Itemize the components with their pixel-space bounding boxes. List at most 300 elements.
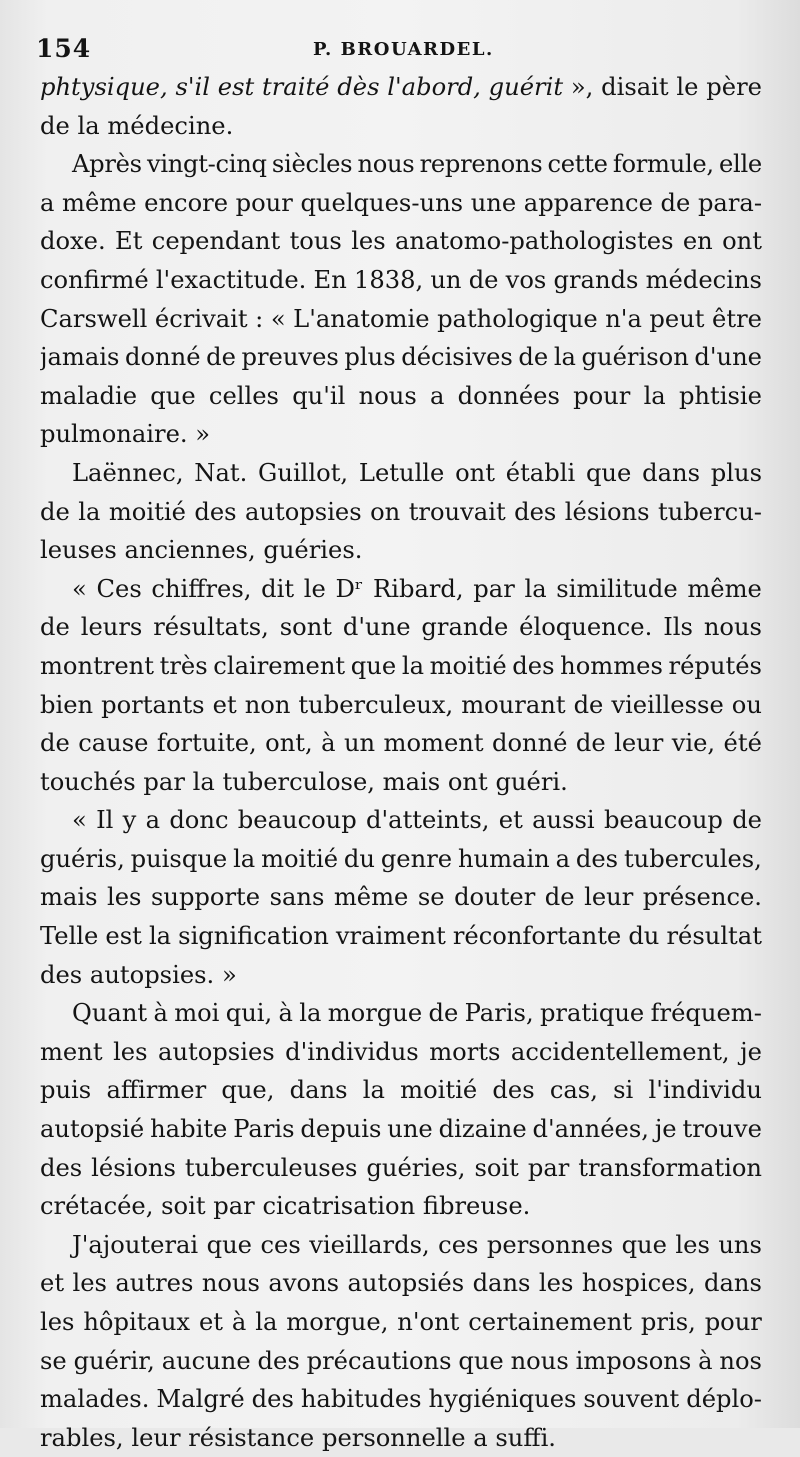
word: décisives	[401, 343, 513, 372]
word: le	[676, 73, 699, 101]
word: similitude	[556, 574, 678, 603]
word: ont	[455, 458, 495, 487]
text-line	[40, 145, 762, 184]
word: nous	[510, 1346, 569, 1375]
word: ont,	[265, 729, 313, 758]
word: bien	[40, 690, 94, 719]
word: et	[212, 690, 237, 719]
word: autopsies.	[89, 960, 215, 989]
word: une	[470, 188, 517, 217]
text-line	[40, 763, 762, 802]
word: leur	[131, 1423, 181, 1452]
word: trouvait	[408, 497, 506, 526]
word: L'anatomie	[293, 304, 430, 333]
word: imposons	[575, 1346, 692, 1375]
word: n'ont	[397, 1308, 460, 1336]
word: J'ajouterai	[72, 1230, 199, 1259]
word: autres	[115, 1269, 194, 1298]
word: ont	[447, 767, 488, 796]
word: vos	[505, 265, 547, 294]
word: ou	[731, 690, 762, 719]
word: se	[40, 1346, 67, 1375]
word: y	[122, 806, 137, 835]
word: par	[213, 1192, 255, 1221]
word: un	[430, 265, 462, 294]
word: la	[148, 922, 172, 951]
word: guérit	[488, 73, 564, 101]
word: de	[468, 265, 499, 294]
word: chiffres,	[151, 574, 252, 603]
word: guéris,	[40, 844, 125, 873]
word: père	[706, 73, 762, 101]
word: résultats,	[153, 613, 269, 642]
word: de	[206, 343, 236, 372]
word: lésions	[564, 497, 650, 526]
word: pour	[235, 188, 293, 217]
word: tuberculose,	[222, 767, 375, 796]
word: moitié	[400, 1076, 478, 1105]
word: leuses	[40, 536, 117, 565]
word: cependant	[151, 227, 281, 256]
word: des	[251, 1385, 294, 1414]
word: souvent	[583, 1385, 680, 1414]
word: établi	[505, 458, 576, 487]
word: encore	[144, 188, 229, 217]
word: d'années,	[532, 1115, 649, 1144]
word: à	[278, 999, 293, 1028]
text-line	[40, 917, 762, 956]
word: la	[643, 381, 666, 410]
word: aucune	[161, 1346, 251, 1375]
text-line	[40, 1342, 762, 1381]
word: des	[257, 1346, 300, 1375]
word: mais	[382, 767, 441, 796]
text-line	[40, 801, 762, 840]
word: Telle	[40, 922, 99, 951]
word: En	[313, 265, 347, 294]
word: Carswell	[40, 304, 148, 333]
word: les	[538, 1269, 574, 1298]
word: qui,	[225, 999, 273, 1028]
word: à	[153, 999, 168, 1028]
word: du	[628, 922, 660, 951]
text-line	[40, 840, 762, 879]
text-line	[40, 415, 762, 454]
word: anatomo-pathologistes	[395, 227, 674, 256]
word: tubercu-	[658, 497, 762, 526]
word: pulmonaire.	[40, 420, 188, 449]
word: avons	[268, 1269, 340, 1298]
word: et	[498, 806, 523, 835]
word: cicatrisation	[262, 1192, 416, 1221]
word: a	[473, 1423, 488, 1452]
word: dans	[704, 1269, 762, 1298]
word: Letulle	[358, 458, 445, 487]
word: moment	[383, 729, 484, 758]
word: de	[575, 729, 606, 758]
word: siècles	[271, 150, 353, 179]
word: moi	[174, 999, 220, 1028]
word: résultat	[666, 922, 762, 951]
word: donné	[491, 729, 568, 758]
word: je	[740, 1037, 762, 1066]
word: le	[303, 574, 326, 603]
word: très	[159, 651, 208, 680]
word: elle	[719, 150, 762, 179]
word: Quant	[72, 999, 148, 1028]
word: on	[370, 497, 401, 526]
word: des	[512, 651, 555, 680]
word: je	[654, 1115, 677, 1144]
word: se	[417, 883, 445, 912]
word: quelques-uns	[300, 188, 464, 217]
word: une	[387, 1115, 433, 1144]
word: jamais	[40, 343, 120, 372]
text-line	[40, 1380, 762, 1419]
word: ment	[40, 1037, 103, 1066]
word: transformation	[578, 1153, 762, 1182]
word: donc	[169, 806, 229, 835]
word: de	[573, 690, 604, 719]
word: médecins	[645, 265, 762, 294]
word: portants	[101, 690, 205, 719]
word: la	[78, 497, 101, 526]
text-line	[40, 107, 762, 146]
word: est	[217, 73, 255, 101]
word: d'atteints,	[366, 806, 490, 835]
word: morgue,	[286, 1308, 389, 1336]
word: peut	[649, 304, 705, 333]
word: autopsies	[245, 497, 362, 526]
word: nous	[703, 613, 762, 642]
word: para-	[697, 188, 762, 217]
word: ont	[722, 227, 762, 256]
word: des	[514, 497, 557, 526]
word: Malgré	[156, 1385, 245, 1414]
word: être	[712, 304, 762, 333]
word: plus	[710, 458, 762, 487]
word: l'abord,	[387, 73, 481, 101]
word: par	[473, 574, 515, 603]
word: »	[221, 960, 237, 989]
word: certainement	[468, 1308, 633, 1336]
word: donné	[125, 343, 201, 372]
word: été	[723, 729, 762, 758]
word: à	[231, 1308, 247, 1336]
word: autopsiés	[347, 1269, 465, 1298]
word: guérison	[581, 343, 689, 372]
word: montrent	[40, 651, 154, 680]
word: un	[343, 729, 376, 758]
text-line	[40, 1033, 762, 1072]
word: dès	[337, 73, 380, 101]
word: formule,	[612, 150, 714, 179]
word: de	[40, 613, 70, 642]
word: de	[40, 729, 70, 758]
word: dans	[289, 1076, 348, 1105]
word: habite	[150, 1115, 228, 1144]
word: clairement	[213, 651, 346, 680]
word: »,	[570, 73, 594, 101]
word: soit	[161, 1192, 206, 1221]
word: fréquem-	[650, 999, 762, 1028]
word: est	[105, 922, 142, 951]
word: que	[621, 1230, 667, 1259]
word: touchés	[40, 767, 136, 796]
text-line	[40, 724, 762, 763]
text-line	[40, 878, 762, 917]
word: que	[585, 458, 632, 487]
text-line	[40, 1264, 762, 1303]
word: autopsié	[40, 1115, 145, 1144]
word: tubercules,	[623, 844, 762, 873]
text-line	[40, 222, 762, 261]
word: de	[732, 806, 762, 835]
word: Ribard,	[373, 574, 464, 603]
word: Ils	[663, 613, 693, 642]
word: guéri.	[495, 767, 568, 796]
word: hospices,	[581, 1269, 696, 1298]
word: des	[194, 497, 237, 526]
word: sans	[269, 883, 325, 912]
word: de	[40, 111, 70, 140]
word: médecine.	[107, 111, 234, 140]
word: de	[660, 188, 691, 217]
word: non	[244, 690, 291, 719]
word: lésions	[91, 1153, 176, 1182]
word: pour	[704, 1308, 762, 1336]
word: écrivait	[154, 304, 248, 333]
word: morgue	[327, 999, 423, 1028]
running-head	[36, 30, 760, 70]
word: Ces	[96, 574, 142, 603]
word: les	[351, 227, 386, 256]
word: depuis	[300, 1115, 382, 1144]
word: données	[457, 381, 560, 410]
word: par	[527, 1153, 570, 1182]
word: qu'il	[292, 381, 346, 410]
text-line	[40, 300, 762, 339]
word: preuves	[241, 343, 339, 372]
word: cause	[78, 729, 149, 758]
word: personnes	[486, 1230, 614, 1259]
word: Guillot,	[258, 458, 349, 487]
word: présence.	[642, 883, 762, 912]
word: dans	[642, 458, 701, 487]
word: à	[698, 1346, 713, 1375]
word: 1838,	[353, 265, 424, 294]
word: mourant	[461, 690, 566, 719]
word: leur	[614, 729, 664, 758]
word: vieillards,	[309, 1230, 430, 1259]
word: leurs	[80, 613, 143, 642]
word: trouve	[682, 1115, 762, 1144]
text-line	[40, 608, 762, 647]
word: hôpitaux	[83, 1308, 191, 1336]
word: de	[518, 343, 549, 372]
word: celles	[208, 381, 279, 410]
word: pour	[573, 381, 631, 410]
word: signification	[178, 922, 329, 951]
word: maladie	[40, 381, 138, 410]
word: phtisie	[678, 381, 762, 410]
word: pratique	[539, 999, 645, 1028]
text-line	[40, 454, 762, 493]
word: cas,	[549, 1076, 598, 1105]
word: vieillesse	[611, 690, 724, 719]
word: la	[524, 574, 547, 603]
word: la	[401, 651, 424, 680]
word: Après	[72, 150, 142, 179]
word: dans	[472, 1269, 531, 1298]
word: moitié	[429, 651, 507, 680]
word: en	[682, 227, 713, 256]
word: même	[687, 574, 762, 603]
text-line	[40, 377, 762, 416]
word: accidentellement,	[510, 1037, 730, 1066]
word: confirmé	[40, 265, 149, 294]
word: pathologique	[437, 304, 598, 333]
word: même	[62, 188, 137, 217]
word: grande	[421, 613, 509, 642]
word: humain	[457, 844, 550, 873]
word: vraiment	[335, 922, 446, 951]
word: Et	[115, 227, 143, 256]
text-line	[40, 1303, 762, 1342]
word: «	[270, 304, 286, 333]
word: la	[255, 1308, 278, 1336]
word: la	[233, 844, 256, 873]
word: la	[553, 343, 576, 372]
word: a	[145, 806, 161, 835]
word: aussi	[532, 806, 595, 835]
word: même	[333, 883, 409, 912]
word: des	[492, 1076, 535, 1105]
word: des	[40, 960, 83, 989]
text-line	[40, 493, 762, 532]
word: cette	[547, 150, 608, 179]
text-line	[40, 531, 762, 570]
word: précautions	[306, 1346, 452, 1375]
word: crétacée,	[40, 1192, 154, 1221]
word: de	[40, 497, 70, 526]
word: vingt-cinq	[146, 150, 267, 179]
word: l'individu	[648, 1076, 762, 1105]
word: la	[77, 111, 100, 140]
word: pris,	[640, 1308, 696, 1336]
word: guéries,	[366, 1153, 466, 1182]
word: Il	[96, 806, 114, 835]
word: tous	[289, 227, 342, 256]
word: réputés	[668, 651, 762, 680]
text-line	[40, 686, 762, 725]
word: guéries.	[263, 536, 363, 565]
word: ces	[438, 1230, 479, 1259]
text-line	[40, 338, 762, 377]
word: Nat.	[194, 458, 248, 487]
word: résistance	[188, 1423, 315, 1452]
word: et	[198, 1308, 224, 1336]
word: dit	[261, 574, 295, 603]
word: morts	[429, 1037, 501, 1066]
text-line	[40, 1149, 762, 1188]
word: tuberculeuses	[184, 1153, 358, 1182]
word: s'il	[175, 73, 210, 101]
word: les	[40, 1308, 75, 1336]
text-line	[40, 68, 762, 107]
word: Paris,	[464, 999, 534, 1028]
word: supporte	[150, 883, 261, 912]
word: la	[192, 767, 215, 796]
word: des	[575, 844, 619, 873]
word: d'une	[342, 613, 411, 642]
word: «	[72, 574, 87, 603]
text-line	[40, 1071, 762, 1110]
word: que	[206, 1230, 253, 1259]
word: nos	[719, 1346, 762, 1375]
word: les	[113, 1037, 148, 1066]
text-line	[40, 1419, 762, 1457]
word: fortuite,	[156, 729, 257, 758]
word: genre	[380, 844, 453, 873]
word: puis	[40, 1076, 92, 1105]
word: soit	[474, 1153, 519, 1182]
word: grands	[553, 265, 639, 294]
word: la	[299, 999, 322, 1028]
word: a	[430, 381, 445, 410]
word: hommes	[560, 651, 663, 680]
word: fibreuse.	[422, 1192, 531, 1221]
word: de	[544, 883, 575, 912]
word: a	[40, 188, 55, 217]
word: leur	[584, 883, 634, 912]
word: moitié	[261, 844, 339, 873]
word: si	[613, 1076, 634, 1105]
running-title: P. BROUARDEL.	[313, 39, 494, 60]
word: nous	[358, 381, 417, 410]
word: «	[72, 806, 87, 835]
word: nous	[201, 1269, 260, 1298]
word: sont	[279, 613, 332, 642]
word: douter	[454, 883, 536, 912]
text-line	[40, 647, 762, 686]
text-line	[40, 261, 762, 300]
word: :	[255, 304, 264, 333]
word: plus	[344, 343, 396, 372]
word: beaucoup	[603, 806, 723, 835]
word: que	[350, 651, 397, 680]
word: les	[72, 1269, 107, 1298]
word: d'une	[694, 343, 762, 372]
word: que	[458, 1346, 504, 1375]
word: les	[107, 883, 142, 912]
word: hygiéniques	[428, 1385, 577, 1414]
body-text	[40, 68, 762, 1457]
text-line	[40, 1226, 762, 1265]
text-line	[40, 1110, 762, 1149]
word: n'a	[605, 304, 642, 333]
word: réconfortante	[452, 922, 622, 951]
word: a	[555, 844, 571, 873]
word: reprenons	[419, 150, 543, 179]
word: les	[675, 1230, 710, 1259]
word: des	[40, 1153, 83, 1182]
word: du	[343, 844, 375, 873]
word: à	[321, 729, 336, 758]
word: affirmer	[106, 1076, 207, 1105]
word: ces	[260, 1230, 301, 1259]
word: la	[362, 1076, 385, 1105]
